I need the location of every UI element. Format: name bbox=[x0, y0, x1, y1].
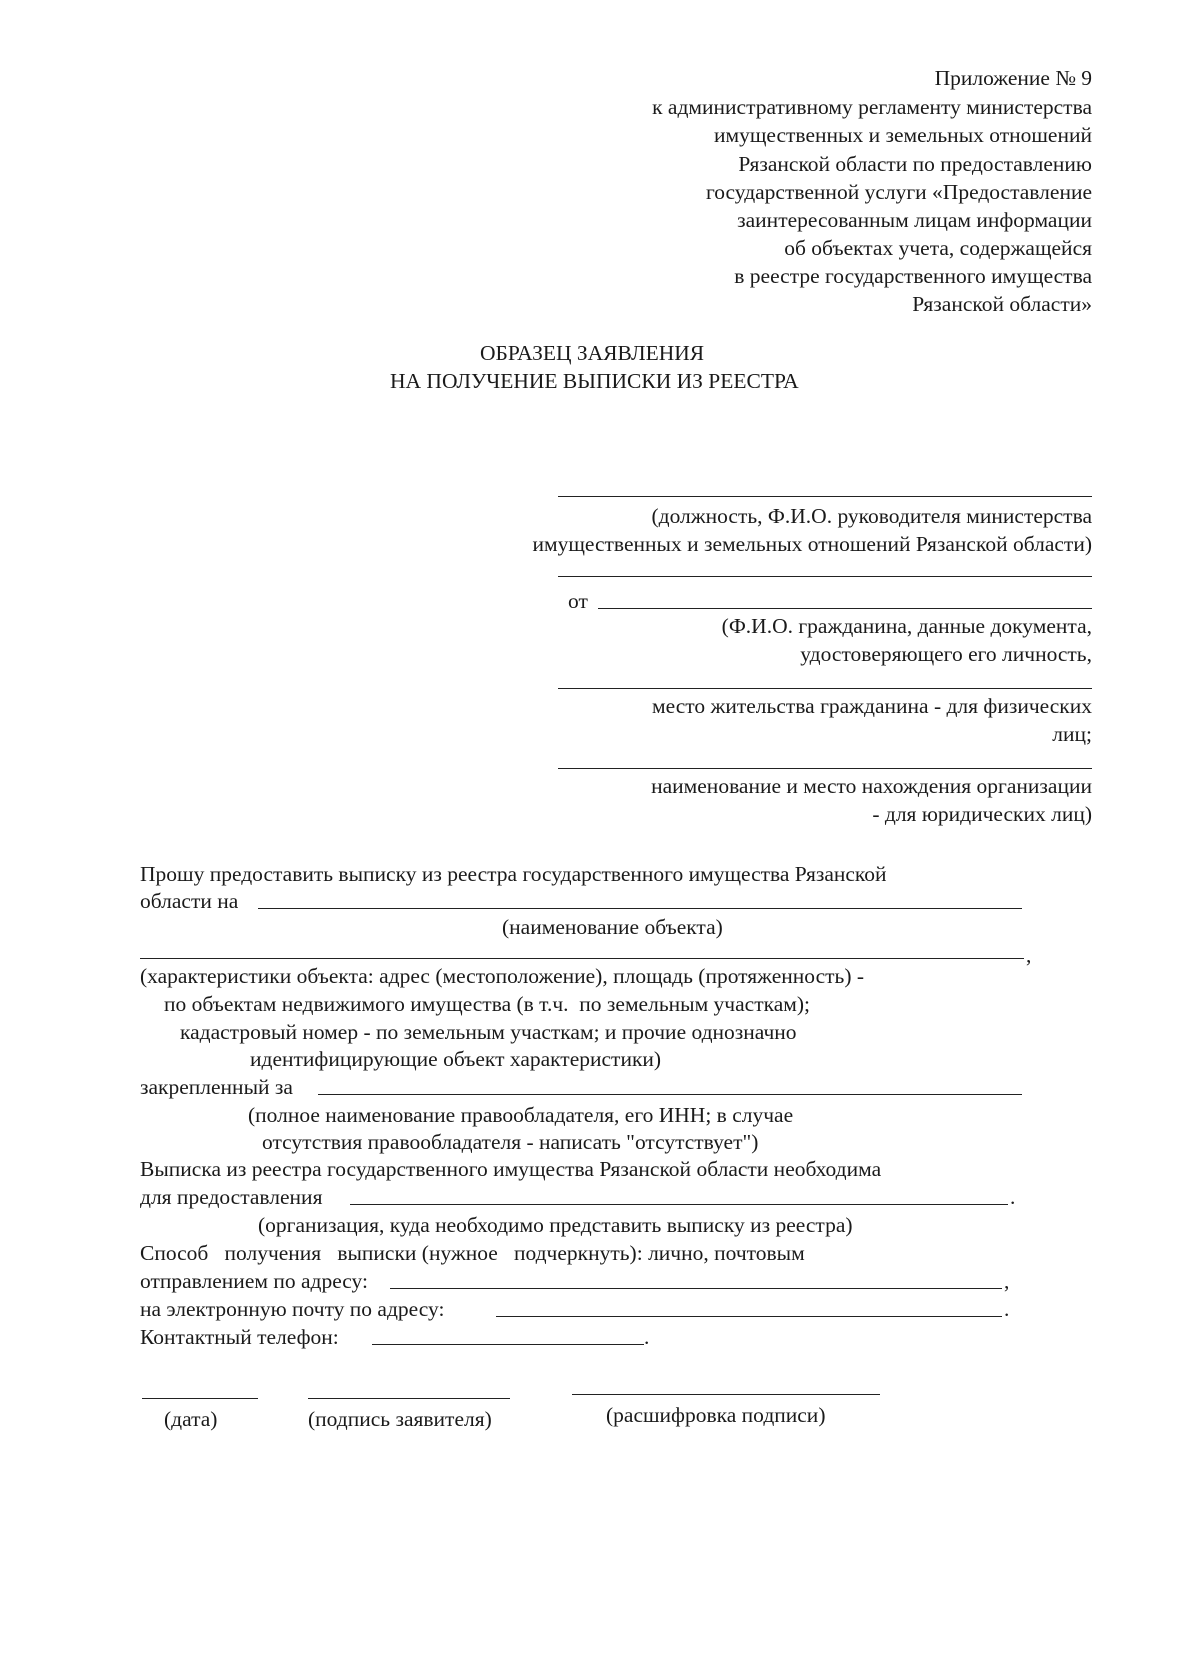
position-hint: имущественных и земельных отношений Рязанской области) bbox=[532, 532, 1092, 556]
chars-hint: идентифицирующие объект характеристики) bbox=[250, 1047, 662, 1071]
signature-decode-line[interactable] bbox=[572, 1394, 880, 1395]
object-name-line[interactable] bbox=[258, 908, 1022, 909]
purpose-hint: (организация, куда необходимо представить выписку из реестра) bbox=[258, 1213, 853, 1237]
from-label: от bbox=[568, 589, 588, 613]
phone-line[interactable] bbox=[372, 1344, 644, 1345]
appendix-line: в реестре государственного имущества bbox=[734, 264, 1092, 288]
object-hint: (наименование объекта) bbox=[502, 915, 723, 939]
object-chars-line[interactable] bbox=[140, 958, 1024, 959]
chars-hint: по объектам недвижимого имущества (в т.ч. по земельным участкам); bbox=[164, 992, 810, 1016]
comma: , bbox=[1026, 943, 1032, 967]
appendix-line: об объектах учета, содержащейся bbox=[784, 236, 1092, 260]
citizen-hint: (Ф.И.О. гражданина, данные документа, bbox=[721, 614, 1092, 638]
appendix-line: Приложение № 9 bbox=[934, 66, 1092, 90]
appendix-line: Рязанской области» bbox=[912, 292, 1092, 316]
citizen-hint: удостоверяющего его личность, bbox=[800, 642, 1092, 666]
dot: . bbox=[1004, 1297, 1010, 1321]
purpose-label: для предоставления bbox=[140, 1185, 323, 1209]
postal-label: отправлением по адресу: bbox=[140, 1269, 368, 1293]
email-label: на электронную почту по адресу: bbox=[140, 1297, 445, 1321]
org-hint: - для юридических лиц) bbox=[872, 802, 1092, 826]
residence-hint: место жительства гражданина - для физических bbox=[652, 694, 1092, 718]
purpose-text: Выписка из реестра государственного имущества Рязанской области необходима bbox=[140, 1157, 882, 1181]
signature-line[interactable] bbox=[308, 1398, 510, 1399]
assigned-label: закрепленный за bbox=[140, 1075, 293, 1099]
appendix-line: к административному регламенту министерства bbox=[652, 95, 1092, 119]
page-title-line2: НА ПОЛУЧЕНИЕ ВЫПИСКИ ИЗ РЕЕСТРА bbox=[390, 369, 799, 393]
addressee-position-line[interactable] bbox=[558, 496, 1092, 497]
decode-caption: (расшифровка подписи) bbox=[606, 1403, 826, 1427]
purpose-line[interactable] bbox=[350, 1204, 1008, 1205]
from-field-line[interactable] bbox=[598, 608, 1092, 609]
appendix-line: государственной услуги «Предоставление bbox=[705, 180, 1092, 204]
dot: . bbox=[644, 1325, 650, 1349]
phone-label: Контактный телефон: bbox=[140, 1325, 339, 1349]
holder-line[interactable] bbox=[318, 1094, 1022, 1095]
position-hint: (должность, Ф.И.О. руководителя министерства bbox=[651, 504, 1092, 528]
holder-hint: отсутствия правообладателя - написать "отсутствует") bbox=[262, 1130, 759, 1154]
request-text: Прошу предоставить выписку из реестра государственного имущества Рязанской bbox=[140, 862, 887, 886]
organization-line[interactable] bbox=[558, 768, 1092, 769]
comma: , bbox=[1004, 1269, 1010, 1293]
org-hint: наименование и место нахождения организации bbox=[651, 774, 1092, 798]
residence-hint: лиц; bbox=[1052, 722, 1092, 746]
postal-address-line[interactable] bbox=[390, 1288, 1002, 1289]
dot: . bbox=[1010, 1185, 1016, 1209]
appendix-line: Рязанской области по предоставлению bbox=[738, 152, 1092, 176]
date-line[interactable] bbox=[142, 1398, 258, 1399]
residence-line[interactable] bbox=[558, 688, 1092, 689]
addressee-extra-line[interactable] bbox=[558, 576, 1092, 577]
request-label: области на bbox=[140, 889, 239, 913]
holder-hint: (полное наименование правообладателя, его ИНН; в случае bbox=[248, 1103, 794, 1127]
method-text: Способ получения выписки (нужное подчеркнуть): лично, почтовым bbox=[140, 1241, 805, 1265]
chars-hint: (характеристики объекта: адрес (местоположение), площадь (протяженность) - bbox=[140, 964, 865, 988]
date-caption: (дата) bbox=[164, 1407, 218, 1431]
email-line[interactable] bbox=[496, 1316, 1002, 1317]
page-title-line1: ОБРАЗЕЦ ЗАЯВЛЕНИЯ bbox=[480, 341, 705, 365]
chars-hint: кадастровый номер - по земельным участкам; и прочие однозначно bbox=[180, 1020, 797, 1044]
appendix-line: имущественных и земельных отношений bbox=[714, 123, 1092, 147]
signature-caption: (подпись заявителя) bbox=[308, 1407, 492, 1431]
appendix-line: заинтересованным лицам информации bbox=[737, 208, 1092, 232]
